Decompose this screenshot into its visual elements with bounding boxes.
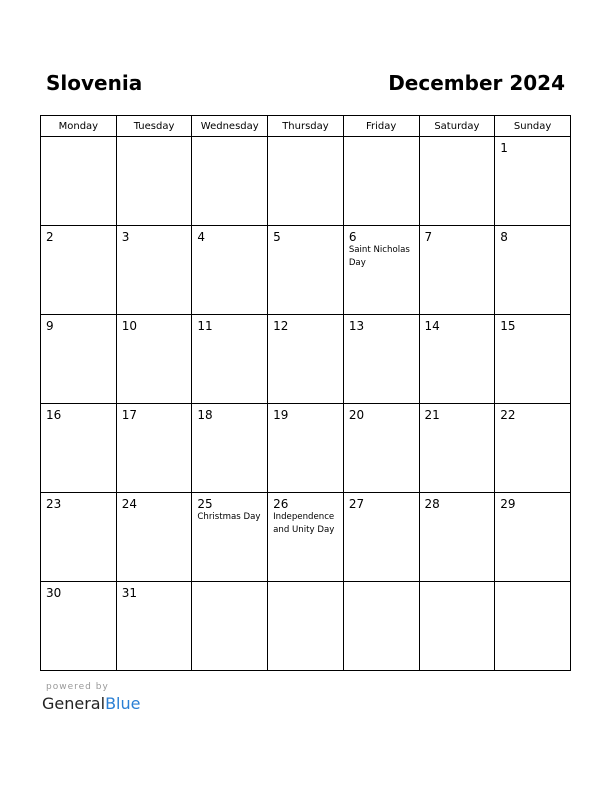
day-cell <box>268 137 344 226</box>
day-number: 21 <box>424 408 440 422</box>
day-number: 23 <box>46 497 62 511</box>
day-cell <box>419 493 495 582</box>
day-number: 17 <box>121 408 137 422</box>
day-cell <box>116 582 192 671</box>
calendar-grid <box>40 115 571 671</box>
day-cell <box>495 582 571 671</box>
week-row <box>41 137 571 226</box>
weekday-header-row <box>41 116 571 137</box>
day-cell <box>495 226 571 315</box>
month-title: December 2024 <box>388 71 565 95</box>
day-cell <box>419 137 495 226</box>
brand-logo <box>42 694 140 714</box>
day-number: 22 <box>500 408 516 422</box>
weekday-wednesday: Wednesday <box>192 116 268 137</box>
weekday-friday: Friday <box>343 116 419 137</box>
day-cell <box>495 404 571 493</box>
day-cell <box>343 582 419 671</box>
day-cell <box>116 137 192 226</box>
day-number: 15 <box>500 319 516 333</box>
day-cell <box>343 493 419 582</box>
day-number: 4 <box>197 230 206 244</box>
day-number: 16 <box>46 408 62 422</box>
day-cell <box>116 226 192 315</box>
day-number: 18 <box>197 408 213 422</box>
day-cell <box>495 493 571 582</box>
day-cell <box>495 315 571 404</box>
day-cell <box>116 404 192 493</box>
day-cell <box>343 226 419 315</box>
day-number: 1 <box>500 141 508 155</box>
day-cell <box>41 493 117 582</box>
weekday-sunday: Sunday <box>495 116 571 137</box>
day-number: 31 <box>121 586 137 600</box>
day-number: 7 <box>424 230 433 244</box>
day-cell <box>116 493 192 582</box>
day-number: 12 <box>273 319 289 333</box>
day-cell <box>192 582 268 671</box>
day-cell <box>192 493 268 582</box>
day-cell <box>268 226 344 315</box>
day-cell <box>343 137 419 226</box>
day-cell <box>192 226 268 315</box>
brand-part-general: General <box>42 694 106 713</box>
day-cell <box>192 404 268 493</box>
day-cell <box>268 315 344 404</box>
week-row <box>41 582 571 671</box>
day-cell <box>192 137 268 226</box>
day-number: 9 <box>46 319 54 333</box>
weekday-thursday: Thursday <box>268 116 344 137</box>
day-number: 5 <box>273 230 281 244</box>
day-number: 30 <box>46 586 62 600</box>
week-row <box>41 404 571 493</box>
holiday-label: Saint Nicholas Day <box>348 245 410 268</box>
powered-by-label: powered by <box>46 682 109 692</box>
day-number: 3 <box>121 230 130 244</box>
day-number: 6 <box>348 230 357 244</box>
day-number: 26 <box>273 497 289 511</box>
country-title: Slovenia <box>46 71 143 95</box>
day-cell <box>41 404 117 493</box>
day-cell <box>419 404 495 493</box>
day-cell <box>192 315 268 404</box>
week-row <box>41 315 571 404</box>
day-cell <box>268 493 344 582</box>
day-number: 10 <box>121 319 137 333</box>
day-number: 14 <box>424 319 440 333</box>
day-number: 8 <box>500 230 508 244</box>
day-cell <box>41 315 117 404</box>
day-number: 11 <box>197 319 213 333</box>
day-cell <box>343 315 419 404</box>
weekday-tuesday: Tuesday <box>116 116 192 137</box>
day-cell <box>41 226 117 315</box>
calendar-body <box>41 137 571 671</box>
day-number: 29 <box>500 497 516 511</box>
day-number: 27 <box>348 497 365 511</box>
week-row <box>41 226 571 315</box>
day-cell <box>419 315 495 404</box>
holiday-label: Independence and Unity Day <box>273 512 335 535</box>
day-cell <box>41 582 117 671</box>
holiday-label: Christmas Day <box>197 512 261 522</box>
day-number: 20 <box>348 408 365 422</box>
brand-part-blue: Blue <box>105 694 141 713</box>
day-number: 13 <box>348 319 365 333</box>
day-number: 19 <box>273 408 289 422</box>
week-row <box>41 493 571 582</box>
day-cell <box>268 404 344 493</box>
day-cell <box>343 404 419 493</box>
day-number: 2 <box>46 230 54 244</box>
day-cell <box>419 226 495 315</box>
day-cell <box>116 315 192 404</box>
day-cell <box>41 137 117 226</box>
weekday-saturday: Saturday <box>419 116 495 137</box>
day-cell <box>268 582 344 671</box>
day-number: 28 <box>424 497 440 511</box>
weekday-monday: Monday <box>41 116 117 137</box>
day-number: 24 <box>121 497 137 511</box>
day-cell <box>495 137 571 226</box>
day-number: 25 <box>197 497 213 511</box>
day-cell <box>419 582 495 671</box>
